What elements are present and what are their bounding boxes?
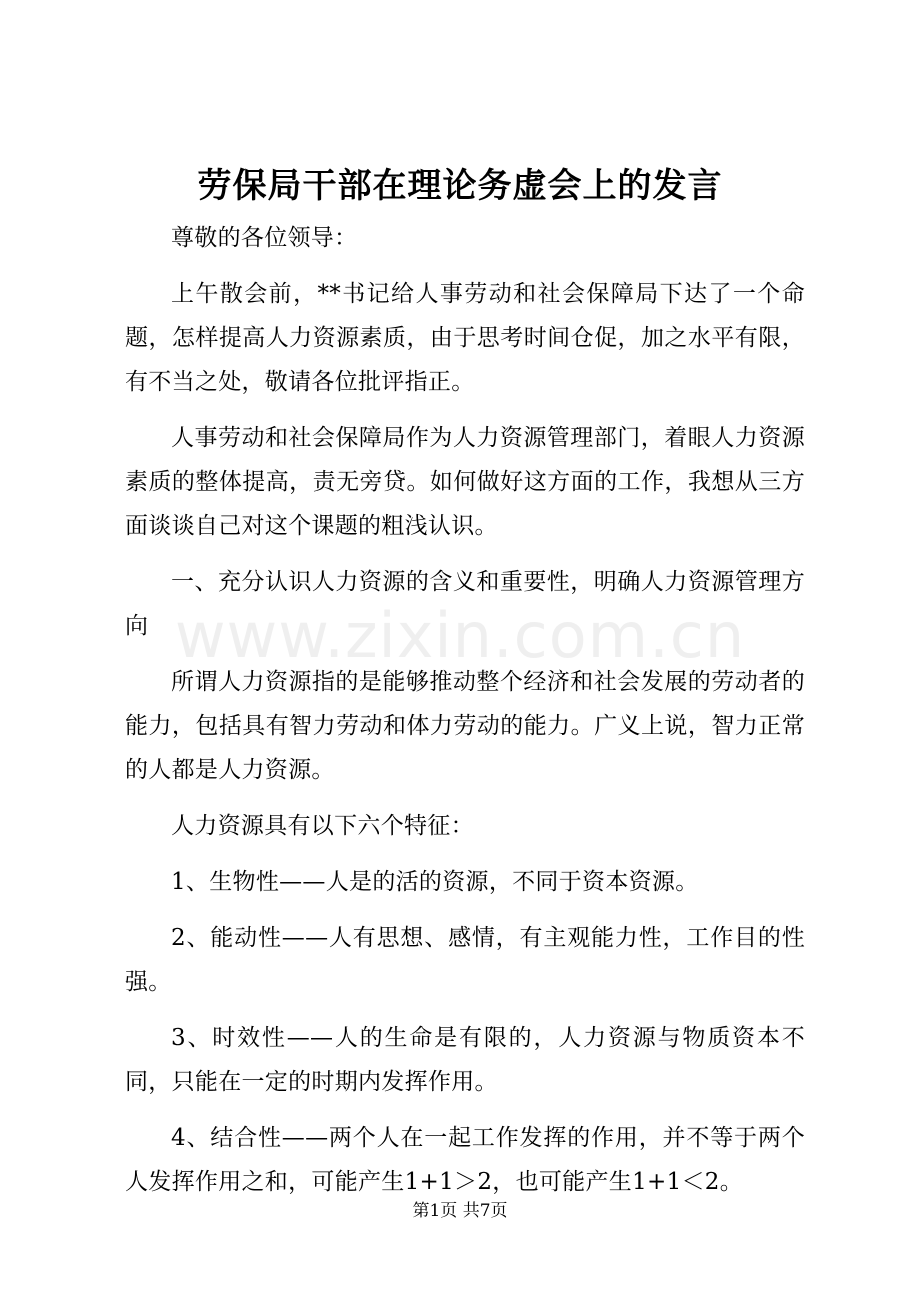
paragraph-salutation: 尊敬的各位领导： (171, 225, 358, 251)
page-footer: 第1页 共7页 (412, 1201, 508, 1221)
document-title: 劳保局干部在理论务虚会上的发言 (197, 166, 723, 206)
list-item-feature-2: 2、能动性——人有思想、感情，有主观能力性，工作目的性强。 (125, 925, 805, 995)
paragraph-intro: 上午散会前，**书记给人事劳动和社会保障局下达了一个命题，怎样提高人力资源素质，由于思考时间仓促，加之水平有限，有不当之处，敬请各位批评指正。 (125, 281, 805, 395)
list-item-feature-4: 4、结合性——两个人在一起工作发挥的作用，并不等于两个人发挥作用之和，可能产生1+1＞2，也可能产生1+1＜2。 (125, 1125, 805, 1195)
paragraph-features-intro: 人力资源具有以下六个特征： (171, 813, 474, 839)
list-item-feature-3: 3、时效性——人的生命是有限的，人力资源与物质资本不同，只能在一定的时期内发挥作用。 (125, 1025, 805, 1095)
list-item-feature-1: 1、生物性——人是的活的资源，不同于资本资源。 (171, 869, 699, 895)
section-heading-one: 一、充分认识人力资源的含义和重要性，明确人力资源管理方向 (125, 569, 805, 639)
paragraph-responsibility: 人事劳动和社会保障局作为人力资源管理部门，着眼人力资源素质的整体提高，责无旁贷。如何做好这方面的工作，我想从三方面谈谈自己对这个课题的粗浅认识。 (125, 425, 805, 539)
document-body (125, 216, 805, 1216)
watermark: www.zixin.com.cn (174, 599, 746, 672)
paragraph-definition: 所谓人力资源指的是能够推动整个经济和社会发展的劳动者的能力，包括具有智力劳动和体力劳动的能力。广义上说，智力正常的人都是人力资源。 (125, 669, 805, 783)
